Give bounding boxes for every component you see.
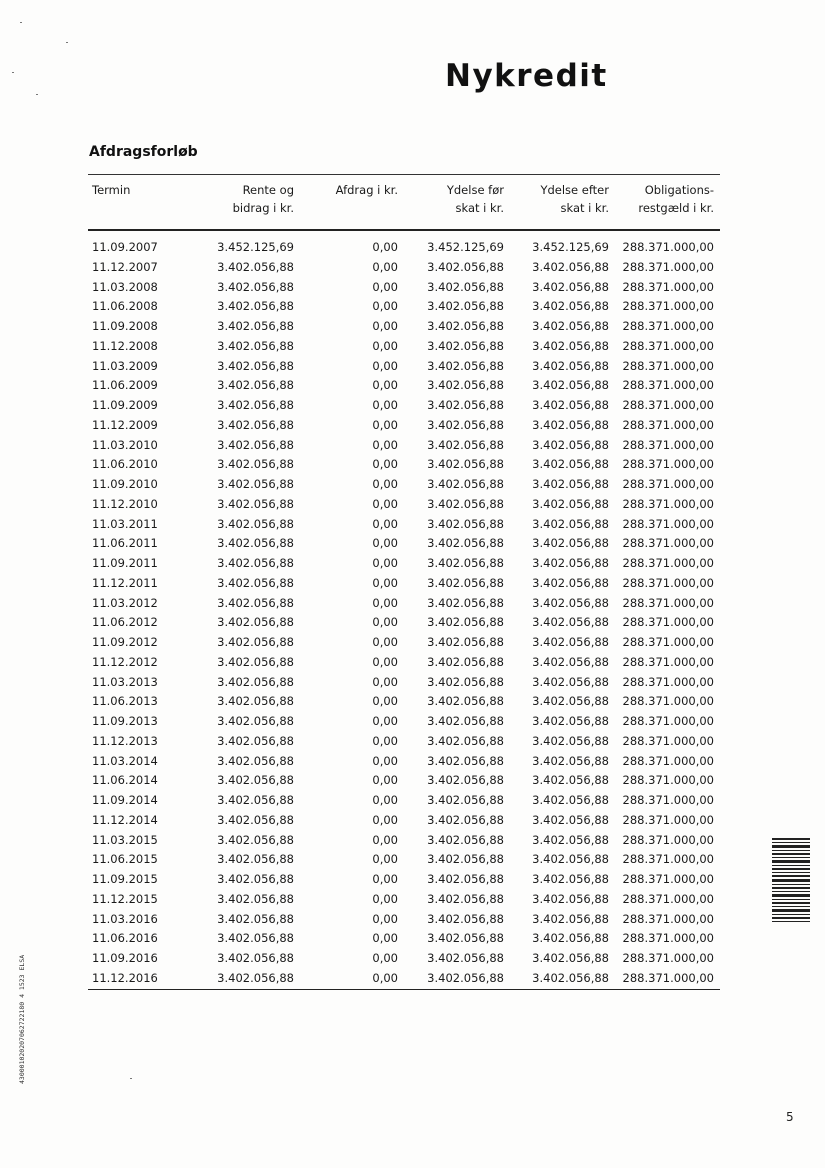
cell-termin: 11.09.2016 [92, 951, 158, 965]
table-row [88, 613, 720, 633]
cell-afdrag: 0,00 [372, 319, 398, 333]
cell-ydelse-efter: 3.402.056,88 [532, 654, 609, 669]
cell-termin: 11.12.2014 [92, 812, 158, 827]
table-row [88, 791, 720, 811]
table-row [88, 436, 720, 456]
header-ydelse-foer: Ydelse før skat i kr. [446, 183, 504, 215]
table-row [88, 910, 720, 930]
cell-afdrag: 0,00 [372, 694, 398, 709]
cell-afdrag: 0,00 [372, 654, 398, 669]
cell-termin: 11.06.2013 [92, 694, 158, 709]
cell-ydelse-foer: 3.402.056,88 [427, 694, 504, 709]
section-title: Afdragsforløb [89, 144, 198, 160]
cell-rente: 3.452.125,69 [217, 240, 294, 254]
cell-afdrag: 0,00 [372, 259, 398, 274]
cell-restgaeld: 288.371.000,00 [622, 299, 714, 314]
cell-ydelse-foer: 3.402.056,88 [427, 259, 504, 274]
cell-termin: 11.06.2012 [92, 615, 158, 630]
cell-ydelse-foer: 3.402.056,88 [427, 457, 504, 472]
cell-ydelse-efter: 3.402.056,88 [532, 773, 609, 788]
cell-afdrag: 0,00 [372, 338, 398, 353]
table-row [88, 732, 720, 752]
cell-ydelse-efter: 3.402.056,88 [532, 338, 609, 353]
cell-rente: 3.402.056,88 [217, 338, 294, 353]
cell-termin: 11.06.2015 [92, 852, 158, 867]
cell-afdrag: 0,00 [372, 891, 398, 906]
header-afdrag: Afdrag i kr. [335, 183, 398, 197]
cell-afdrag: 0,00 [372, 753, 398, 768]
cell-ydelse-efter: 3.402.056,88 [532, 319, 609, 333]
cell-rente: 3.402.056,88 [217, 575, 294, 590]
table-row [88, 317, 720, 337]
cell-restgaeld: 288.371.000,00 [622, 516, 714, 531]
cell-rente: 3.402.056,88 [217, 398, 294, 412]
cell-restgaeld: 288.371.000,00 [622, 259, 714, 274]
page-number: 5 [786, 1110, 794, 1124]
cell-rente: 3.402.056,88 [217, 891, 294, 906]
cell-restgaeld: 288.371.000,00 [622, 911, 714, 926]
cell-afdrag: 0,00 [372, 556, 398, 570]
cell-termin: 11.09.2008 [92, 319, 158, 333]
scan-speck [130, 1078, 132, 1079]
cell-rente: 3.402.056,88 [217, 536, 294, 551]
table-row [88, 870, 720, 890]
cell-afdrag: 0,00 [372, 437, 398, 452]
cell-ydelse-efter: 3.402.056,88 [532, 635, 609, 649]
cell-ydelse-efter: 3.402.056,88 [532, 496, 609, 511]
table-body [88, 238, 720, 990]
cell-termin: 11.12.2009 [92, 417, 158, 432]
cell-termin: 11.03.2014 [92, 753, 158, 768]
cell-afdrag: 0,00 [372, 615, 398, 630]
cell-afdrag: 0,00 [372, 832, 398, 847]
cell-afdrag: 0,00 [372, 299, 398, 314]
cell-termin: 11.09.2011 [92, 556, 158, 570]
scan-speck [20, 22, 22, 23]
cell-restgaeld: 288.371.000,00 [622, 437, 714, 452]
cell-ydelse-foer: 3.402.056,88 [427, 714, 504, 728]
header-termin: Termin [92, 183, 131, 197]
cell-ydelse-efter: 3.402.056,88 [532, 694, 609, 709]
cell-termin: 11.09.2010 [92, 477, 158, 491]
cell-rente: 3.402.056,88 [217, 496, 294, 511]
cell-termin: 11.03.2013 [92, 674, 158, 689]
table-row [88, 850, 720, 870]
cell-restgaeld: 288.371.000,00 [622, 319, 714, 333]
table-row [88, 455, 720, 475]
cell-ydelse-efter: 3.402.056,88 [532, 477, 609, 491]
cell-rente: 3.402.056,88 [217, 595, 294, 610]
cell-ydelse-foer: 3.402.056,88 [427, 793, 504, 807]
cell-termin: 11.09.2012 [92, 635, 158, 649]
table-row [88, 515, 720, 535]
cell-ydelse-foer: 3.402.056,88 [427, 773, 504, 788]
cell-rente: 3.402.056,88 [217, 279, 294, 294]
table-row [88, 929, 720, 949]
cell-restgaeld: 288.371.000,00 [622, 753, 714, 768]
cell-afdrag: 0,00 [372, 852, 398, 867]
cell-termin: 11.09.2015 [92, 872, 158, 886]
cell-ydelse-foer: 3.402.056,88 [427, 891, 504, 906]
cell-rente: 3.402.056,88 [217, 773, 294, 788]
cell-restgaeld: 288.371.000,00 [622, 338, 714, 353]
cell-afdrag: 0,00 [372, 951, 398, 965]
cell-restgaeld: 288.371.000,00 [622, 872, 714, 886]
cell-rente: 3.402.056,88 [217, 852, 294, 867]
cell-rente: 3.402.056,88 [217, 733, 294, 748]
header-rente: Rente og bidrag i kr. [232, 183, 294, 215]
cell-rente: 3.402.056,88 [217, 417, 294, 432]
cell-termin: 11.03.2011 [92, 516, 158, 531]
table-row [88, 969, 720, 990]
cell-afdrag: 0,00 [372, 417, 398, 432]
cell-ydelse-efter: 3.402.056,88 [532, 417, 609, 432]
cell-rente: 3.402.056,88 [217, 931, 294, 946]
cell-afdrag: 0,00 [372, 398, 398, 412]
cell-termin: 11.09.2009 [92, 398, 158, 412]
cell-ydelse-foer: 3.402.056,88 [427, 378, 504, 393]
cell-ydelse-efter: 3.402.056,88 [532, 812, 609, 827]
cell-ydelse-efter: 3.402.056,88 [532, 398, 609, 412]
scan-speck [12, 72, 14, 73]
cell-termin: 11.09.2014 [92, 793, 158, 807]
cell-restgaeld: 288.371.000,00 [622, 595, 714, 610]
table-row [88, 771, 720, 791]
table-row [88, 495, 720, 515]
cell-restgaeld: 288.371.000,00 [622, 575, 714, 590]
cell-ydelse-foer: 3.402.056,88 [427, 595, 504, 610]
scan-speck [66, 42, 68, 43]
cell-rente: 3.402.056,88 [217, 358, 294, 373]
table-row [88, 278, 720, 298]
table-row [88, 574, 720, 594]
cell-ydelse-foer: 3.402.056,88 [427, 832, 504, 847]
cell-ydelse-efter: 3.402.056,88 [532, 872, 609, 886]
cell-termin: 11.03.2010 [92, 437, 158, 452]
cell-rente: 3.402.056,88 [217, 556, 294, 570]
cell-afdrag: 0,00 [372, 773, 398, 788]
cell-afdrag: 0,00 [372, 240, 398, 254]
table-row [88, 712, 720, 732]
cell-afdrag: 0,00 [372, 635, 398, 649]
cell-ydelse-efter: 3.402.056,88 [532, 259, 609, 274]
cell-afdrag: 0,00 [372, 496, 398, 511]
cell-ydelse-foer: 3.402.056,88 [427, 437, 504, 452]
cell-restgaeld: 288.371.000,00 [622, 536, 714, 551]
cell-rente: 3.402.056,88 [217, 635, 294, 649]
cell-ydelse-foer: 3.402.056,88 [427, 753, 504, 768]
side-document-code: 430001020207062722180 4 1523 ELSA [18, 954, 26, 1084]
table-row [88, 673, 720, 693]
cell-ydelse-efter: 3.402.056,88 [532, 714, 609, 728]
cell-ydelse-foer: 3.402.056,88 [427, 575, 504, 590]
cell-ydelse-foer: 3.402.056,88 [427, 299, 504, 314]
cell-ydelse-efter: 3.402.056,88 [532, 931, 609, 946]
brand-logo: Nykredit [445, 58, 608, 94]
cell-ydelse-efter: 3.402.056,88 [532, 437, 609, 452]
cell-ydelse-efter: 3.402.056,88 [532, 970, 609, 985]
cell-ydelse-efter: 3.402.056,88 [532, 674, 609, 689]
cell-ydelse-foer: 3.402.056,88 [427, 516, 504, 531]
cell-rente: 3.402.056,88 [217, 516, 294, 531]
cell-rente: 3.402.056,88 [217, 378, 294, 393]
cell-restgaeld: 288.371.000,00 [622, 615, 714, 630]
cell-afdrag: 0,00 [372, 595, 398, 610]
cell-afdrag: 0,00 [372, 970, 398, 985]
cell-termin: 11.06.2016 [92, 931, 158, 946]
cell-ydelse-efter: 3.402.056,88 [532, 753, 609, 768]
cell-ydelse-foer: 3.402.056,88 [427, 951, 504, 965]
cell-rente: 3.402.056,88 [217, 714, 294, 728]
cell-restgaeld: 288.371.000,00 [622, 793, 714, 807]
cell-rente: 3.402.056,88 [217, 793, 294, 807]
cell-termin: 11.03.2009 [92, 358, 158, 373]
table-row [88, 475, 720, 495]
cell-ydelse-foer: 3.402.056,88 [427, 812, 504, 827]
cell-ydelse-efter: 3.402.056,88 [532, 615, 609, 630]
table-row [88, 337, 720, 357]
cell-ydelse-efter: 3.402.056,88 [532, 911, 609, 926]
table-row [88, 357, 720, 377]
cell-termin: 11.06.2014 [92, 773, 158, 788]
cell-afdrag: 0,00 [372, 358, 398, 373]
cell-termin: 11.03.2015 [92, 832, 158, 847]
cell-termin: 11.06.2010 [92, 457, 158, 472]
cell-ydelse-efter: 3.402.056,88 [532, 556, 609, 570]
cell-afdrag: 0,00 [372, 536, 398, 551]
table-row [88, 258, 720, 278]
cell-termin: 11.12.2015 [92, 891, 158, 906]
cell-ydelse-efter: 3.402.056,88 [532, 457, 609, 472]
cell-termin: 11.06.2008 [92, 299, 158, 314]
cell-termin: 11.12.2012 [92, 654, 158, 669]
cell-ydelse-efter: 3.402.056,88 [532, 733, 609, 748]
cell-restgaeld: 288.371.000,00 [622, 358, 714, 373]
scan-speck [36, 94, 38, 95]
cell-termin: 11.12.2011 [92, 575, 158, 590]
cell-termin: 11.06.2009 [92, 378, 158, 393]
cell-ydelse-foer: 3.402.056,88 [427, 635, 504, 649]
cell-restgaeld: 288.371.000,00 [622, 477, 714, 491]
cell-restgaeld: 288.371.000,00 [622, 457, 714, 472]
table-row [88, 692, 720, 712]
cell-restgaeld: 288.371.000,00 [622, 832, 714, 847]
cell-rente: 3.402.056,88 [217, 694, 294, 709]
table-row [88, 534, 720, 554]
table-row [88, 297, 720, 317]
cell-rente: 3.402.056,88 [217, 259, 294, 274]
cell-restgaeld: 288.371.000,00 [622, 279, 714, 294]
cell-ydelse-efter: 3.402.056,88 [532, 951, 609, 965]
table-row [88, 811, 720, 831]
cell-restgaeld: 288.371.000,00 [622, 635, 714, 649]
cell-rente: 3.402.056,88 [217, 654, 294, 669]
cell-rente: 3.402.056,88 [217, 674, 294, 689]
cell-afdrag: 0,00 [372, 872, 398, 886]
table-row [88, 949, 720, 969]
cell-afdrag: 0,00 [372, 911, 398, 926]
cell-ydelse-efter: 3.402.056,88 [532, 299, 609, 314]
cell-ydelse-foer: 3.402.056,88 [427, 733, 504, 748]
cell-termin: 11.03.2008 [92, 279, 158, 294]
cell-ydelse-foer: 3.402.056,88 [427, 654, 504, 669]
cell-restgaeld: 288.371.000,00 [622, 931, 714, 946]
cell-rente: 3.402.056,88 [217, 299, 294, 314]
cell-ydelse-efter: 3.452.125,69 [532, 240, 609, 254]
cell-restgaeld: 288.371.000,00 [622, 556, 714, 570]
cell-ydelse-foer: 3.402.056,88 [427, 477, 504, 491]
cell-restgaeld: 288.371.000,00 [622, 773, 714, 788]
cell-ydelse-foer: 3.402.056,88 [427, 872, 504, 886]
cell-rente: 3.402.056,88 [217, 832, 294, 847]
table-row [88, 890, 720, 910]
cell-termin: 11.12.2008 [92, 338, 158, 353]
cell-ydelse-foer: 3.452.125,69 [427, 240, 504, 254]
cell-rente: 3.402.056,88 [217, 911, 294, 926]
cell-ydelse-foer: 3.402.056,88 [427, 319, 504, 333]
cell-afdrag: 0,00 [372, 674, 398, 689]
cell-ydelse-efter: 3.402.056,88 [532, 358, 609, 373]
cell-afdrag: 0,00 [372, 714, 398, 728]
cell-ydelse-efter: 3.402.056,88 [532, 595, 609, 610]
table-row [88, 633, 720, 653]
cell-ydelse-foer: 3.402.056,88 [427, 556, 504, 570]
cell-ydelse-efter: 3.402.056,88 [532, 279, 609, 294]
header-ydelse-efter: Ydelse efter skat i kr. [540, 183, 609, 215]
cell-restgaeld: 288.371.000,00 [622, 852, 714, 867]
cell-rente: 3.402.056,88 [217, 951, 294, 965]
cell-afdrag: 0,00 [372, 812, 398, 827]
cell-restgaeld: 288.371.000,00 [622, 674, 714, 689]
table-row [88, 653, 720, 673]
cell-restgaeld: 288.371.000,00 [622, 891, 714, 906]
cell-ydelse-efter: 3.402.056,88 [532, 852, 609, 867]
cell-afdrag: 0,00 [372, 575, 398, 590]
cell-ydelse-foer: 3.402.056,88 [427, 615, 504, 630]
cell-restgaeld: 288.371.000,00 [622, 970, 714, 985]
cell-afdrag: 0,00 [372, 457, 398, 472]
cell-termin: 11.12.2013 [92, 733, 158, 748]
header-restgaeld: Obligations- restgæld i kr. [638, 183, 714, 215]
cell-ydelse-foer: 3.402.056,88 [427, 496, 504, 511]
cell-ydelse-foer: 3.402.056,88 [427, 931, 504, 946]
table-row [88, 238, 720, 258]
cell-afdrag: 0,00 [372, 279, 398, 294]
cell-restgaeld: 288.371.000,00 [622, 398, 714, 412]
cell-rente: 3.402.056,88 [217, 319, 294, 333]
cell-restgaeld: 288.371.000,00 [622, 733, 714, 748]
table-header [88, 175, 720, 231]
cell-rente: 3.402.056,88 [217, 812, 294, 827]
cell-termin: 11.12.2016 [92, 970, 158, 985]
cell-termin: 11.09.2013 [92, 714, 158, 728]
table-row [88, 416, 720, 436]
cell-ydelse-foer: 3.402.056,88 [427, 417, 504, 432]
cell-rente: 3.402.056,88 [217, 970, 294, 985]
amortization-table [88, 174, 720, 990]
cell-ydelse-efter: 3.402.056,88 [532, 793, 609, 807]
cell-restgaeld: 288.371.000,00 [622, 694, 714, 709]
cell-afdrag: 0,00 [372, 516, 398, 531]
cell-ydelse-efter: 3.402.056,88 [532, 891, 609, 906]
cell-termin: 11.03.2012 [92, 595, 158, 610]
cell-rente: 3.402.056,88 [217, 615, 294, 630]
cell-restgaeld: 288.371.000,00 [622, 951, 714, 965]
cell-ydelse-foer: 3.402.056,88 [427, 911, 504, 926]
table-row [88, 831, 720, 851]
cell-termin: 11.12.2010 [92, 496, 158, 511]
cell-termin: 11.12.2007 [92, 259, 158, 274]
cell-ydelse-foer: 3.402.056,88 [427, 279, 504, 294]
table-row [88, 752, 720, 772]
cell-restgaeld: 288.371.000,00 [622, 240, 714, 254]
cell-ydelse-efter: 3.402.056,88 [532, 516, 609, 531]
cell-ydelse-efter: 3.402.056,88 [532, 536, 609, 551]
cell-afdrag: 0,00 [372, 733, 398, 748]
cell-termin: 11.03.2016 [92, 911, 158, 926]
cell-rente: 3.402.056,88 [217, 477, 294, 491]
cell-ydelse-foer: 3.402.056,88 [427, 338, 504, 353]
table-row [88, 594, 720, 614]
cell-rente: 3.402.056,88 [217, 872, 294, 886]
cell-restgaeld: 288.371.000,00 [622, 496, 714, 511]
cell-afdrag: 0,00 [372, 931, 398, 946]
cell-termin: 11.06.2011 [92, 536, 158, 551]
cell-rente: 3.402.056,88 [217, 437, 294, 452]
cell-restgaeld: 288.371.000,00 [622, 417, 714, 432]
cell-ydelse-foer: 3.402.056,88 [427, 398, 504, 412]
cell-ydelse-foer: 3.402.056,88 [427, 674, 504, 689]
table-row [88, 396, 720, 416]
cell-afdrag: 0,00 [372, 793, 398, 807]
cell-restgaeld: 288.371.000,00 [622, 654, 714, 669]
cell-rente: 3.402.056,88 [217, 457, 294, 472]
cell-afdrag: 0,00 [372, 378, 398, 393]
cell-ydelse-foer: 3.402.056,88 [427, 536, 504, 551]
cell-ydelse-foer: 3.402.056,88 [427, 852, 504, 867]
table-row [88, 376, 720, 396]
cell-afdrag: 0,00 [372, 477, 398, 491]
cell-ydelse-foer: 3.402.056,88 [427, 358, 504, 373]
barcode-icon [772, 838, 810, 922]
cell-ydelse-efter: 3.402.056,88 [532, 378, 609, 393]
cell-rente: 3.402.056,88 [217, 753, 294, 768]
cell-termin: 11.09.2007 [92, 240, 158, 254]
cell-restgaeld: 288.371.000,00 [622, 714, 714, 728]
cell-restgaeld: 288.371.000,00 [622, 812, 714, 827]
table-row [88, 554, 720, 574]
cell-restgaeld: 288.371.000,00 [622, 378, 714, 393]
cell-ydelse-efter: 3.402.056,88 [532, 832, 609, 847]
cell-ydelse-efter: 3.402.056,88 [532, 575, 609, 590]
cell-ydelse-foer: 3.402.056,88 [427, 970, 504, 985]
